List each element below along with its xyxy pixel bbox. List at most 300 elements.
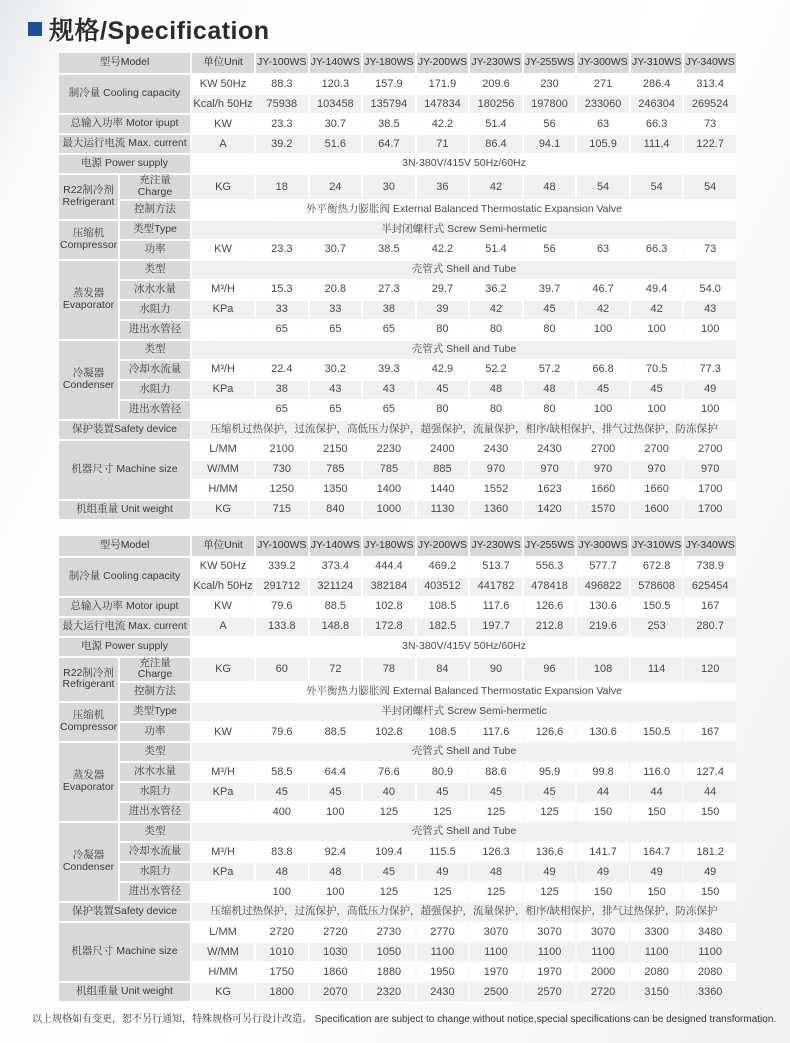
value-cell: 2500 — [470, 983, 522, 1001]
table-row — [59, 221, 736, 239]
sub-label-cell: 类型 — [120, 743, 190, 761]
unit-cell: M³/H — [192, 361, 254, 379]
group-label-cell: 压缩机 Compressor — [59, 703, 118, 741]
value-cell: 970 — [684, 461, 736, 479]
value-cell: 127.4 — [684, 763, 736, 781]
value-cell: 100 — [684, 401, 736, 419]
value-cell: 1570 — [577, 501, 629, 519]
value-cell: 1100 — [417, 943, 469, 961]
value-cell: 150 — [684, 883, 736, 901]
unit-cell: M³/H — [192, 843, 254, 861]
value-cell: 60 — [256, 658, 308, 682]
footer-note: 以上规格如有变更，恕不另行通知，特殊规格可另行设计改造。 Specification are subject to change without notice,special specifications can be designed transformation. — [32, 1014, 777, 1025]
sub-label-cell: 水阻力 — [120, 783, 190, 801]
value-cell: 738.9 — [684, 558, 736, 576]
row-label-cell: 最大运行电流 Max. current — [59, 135, 190, 153]
span-text-cell: 壳管式 Shell and Tube — [192, 823, 736, 841]
value-cell: 80 — [470, 401, 522, 419]
row-label-cell: 总输入功率 Motor ipupt — [59, 598, 190, 616]
value-cell: 469.2 — [417, 558, 469, 576]
value-cell: 44 — [684, 783, 736, 801]
sub-label-cell: 进出水管径 — [120, 803, 190, 821]
value-cell: 96 — [524, 658, 576, 682]
unit-cell: W/MM — [192, 943, 254, 961]
value-cell: 45 — [524, 301, 576, 319]
value-cell: 88.3 — [256, 75, 308, 93]
value-cell: 382184 — [363, 578, 415, 596]
value-cell: 100 — [310, 883, 362, 901]
value-cell: 167 — [684, 723, 736, 741]
model-name-cell: JY-230WS — [470, 53, 522, 73]
unit-cell: KW — [192, 723, 254, 741]
table-row — [59, 923, 736, 941]
page-title: 规格/Specification — [49, 17, 270, 45]
row-label-cell: 总输入功率 Motor ipupt — [59, 115, 190, 133]
unit-cell: H/MM — [192, 481, 254, 499]
value-cell: 49.4 — [631, 281, 683, 299]
value-cell: 45 — [631, 381, 683, 399]
value-cell: 1030 — [310, 943, 362, 961]
value-cell: 970 — [470, 461, 522, 479]
span-text-cell: 3N-380V/415V 50Hz/60Hz — [192, 155, 736, 173]
value-cell: 73 — [684, 241, 736, 259]
value-cell: 2100 — [256, 441, 308, 459]
value-cell: 286.4 — [631, 75, 683, 93]
table-row — [59, 241, 736, 259]
table-row — [59, 983, 736, 1001]
value-cell: 100 — [577, 321, 629, 339]
unit-cell: A — [192, 135, 254, 153]
value-cell: 79.6 — [256, 598, 308, 616]
span-text-cell: 3N-380V/415V 50Hz/60Hz — [192, 638, 736, 656]
value-cell: 49 — [684, 863, 736, 881]
value-cell: 150.5 — [631, 598, 683, 616]
table-row — [59, 281, 736, 299]
value-cell: 52.2 — [470, 361, 522, 379]
unit-cell: KG — [192, 501, 254, 519]
value-cell: 441782 — [470, 578, 522, 596]
value-cell: 2430 — [417, 983, 469, 1001]
value-cell: 44 — [631, 783, 683, 801]
section-title — [0, 0, 790, 51]
table-row — [59, 638, 736, 656]
value-cell: 246304 — [631, 95, 683, 113]
unit-cell: W/MM — [192, 461, 254, 479]
row-label-cell: 电源 Power supply — [59, 638, 190, 656]
unit-cell — [192, 883, 254, 901]
value-cell: 102.8 — [363, 723, 415, 741]
value-cell: 125 — [417, 883, 469, 901]
value-cell: 785 — [363, 461, 415, 479]
value-cell: 3070 — [524, 923, 576, 941]
value-cell: 30.2 — [310, 361, 362, 379]
value-cell: 48 — [524, 175, 576, 199]
value-cell: 197.7 — [470, 618, 522, 636]
value-cell: 27.3 — [363, 281, 415, 299]
table-row — [59, 863, 736, 881]
value-cell: 71 — [417, 135, 469, 153]
table-row — [59, 703, 736, 721]
value-cell: 3360 — [684, 983, 736, 1001]
value-cell: 49 — [631, 863, 683, 881]
table-row — [59, 321, 736, 339]
value-cell: 840 — [310, 501, 362, 519]
value-cell: 233060 — [577, 95, 629, 113]
value-cell: 125 — [524, 883, 576, 901]
value-cell: 88.5 — [310, 598, 362, 616]
value-cell: 39.3 — [363, 361, 415, 379]
model-name-cell: JY-310WS — [631, 536, 683, 556]
value-cell: 2700 — [684, 441, 736, 459]
value-cell: 48 — [470, 381, 522, 399]
value-cell: 66.3 — [631, 241, 683, 259]
value-cell: 115.5 — [417, 843, 469, 861]
unit-cell: M³/H — [192, 281, 254, 299]
value-cell: 42.9 — [417, 361, 469, 379]
value-cell: 80 — [470, 321, 522, 339]
row-label-cell: 最大运行电流 Max. current — [59, 618, 190, 636]
value-cell: 45 — [310, 783, 362, 801]
value-cell: 339.2 — [256, 558, 308, 576]
value-cell: 49 — [684, 381, 736, 399]
model-name-cell: JY-300WS — [577, 536, 629, 556]
value-cell: 1360 — [470, 501, 522, 519]
sub-label-cell: 控制方法 — [120, 683, 190, 701]
value-cell: 625454 — [684, 578, 736, 596]
value-cell: 130.6 — [577, 723, 629, 741]
value-cell: 44 — [577, 783, 629, 801]
value-cell: 1800 — [256, 983, 308, 1001]
value-cell: 970 — [577, 461, 629, 479]
spec-table-1 — [57, 51, 738, 521]
model-name-cell: JY-255WS — [524, 536, 576, 556]
value-cell: 20.8 — [310, 281, 362, 299]
group-label-cell: 蒸发器 Evaporator — [59, 743, 118, 821]
table-row — [59, 135, 736, 153]
value-cell: 1130 — [417, 501, 469, 519]
value-cell: 172.8 — [363, 618, 415, 636]
unit-header-cell: 单位Unit — [192, 536, 254, 556]
value-cell: 90 — [470, 658, 522, 682]
value-cell: 78 — [363, 658, 415, 682]
model-header-cell: 型号Model — [59, 53, 190, 73]
model-name-cell: JY-340WS — [684, 536, 736, 556]
sub-label-cell: 类型 — [120, 823, 190, 841]
value-cell: 1552 — [470, 481, 522, 499]
value-cell: 291712 — [256, 578, 308, 596]
value-cell: 2720 — [577, 983, 629, 1001]
value-cell: 150 — [577, 803, 629, 821]
value-cell: 125 — [363, 803, 415, 821]
value-cell: 126.3 — [470, 843, 522, 861]
value-cell: 1050 — [363, 943, 415, 961]
value-cell: 30.7 — [310, 115, 362, 133]
table-row — [59, 155, 736, 173]
value-cell: 164.7 — [631, 843, 683, 861]
value-cell: 180256 — [470, 95, 522, 113]
value-cell: 102.8 — [363, 598, 415, 616]
value-cell: 48 — [470, 863, 522, 881]
sub-label-cell: 充注量 Charge — [120, 175, 190, 199]
value-cell: 46.7 — [577, 281, 629, 299]
value-cell: 108.5 — [417, 723, 469, 741]
value-cell: 56 — [524, 241, 576, 259]
unit-cell: KPa — [192, 863, 254, 881]
value-cell: 2430 — [470, 441, 522, 459]
value-cell: 150 — [684, 803, 736, 821]
table-row — [59, 201, 736, 219]
value-cell: 133.8 — [256, 618, 308, 636]
value-cell: 125 — [470, 883, 522, 901]
value-cell: 77.3 — [684, 361, 736, 379]
value-cell: 18 — [256, 175, 308, 199]
value-cell: 64.4 — [310, 763, 362, 781]
value-cell: 3480 — [684, 923, 736, 941]
table-row — [59, 421, 736, 439]
value-cell: 209.6 — [470, 75, 522, 93]
value-cell: 80 — [524, 401, 576, 419]
value-cell: 100 — [310, 803, 362, 821]
sub-label-cell: 冰水水量 — [120, 763, 190, 781]
value-cell: 1400 — [363, 481, 415, 499]
value-cell: 1880 — [363, 963, 415, 981]
model-name-cell: JY-100WS — [256, 536, 308, 556]
value-cell: 1600 — [631, 501, 683, 519]
value-cell: 496822 — [577, 578, 629, 596]
model-name-cell: JY-140WS — [310, 536, 362, 556]
value-cell: 38 — [256, 381, 308, 399]
value-cell: 24 — [310, 175, 362, 199]
model-name-cell: JY-180WS — [363, 536, 415, 556]
value-cell: 1100 — [684, 943, 736, 961]
value-cell: 403512 — [417, 578, 469, 596]
value-cell: 117.6 — [470, 723, 522, 741]
value-cell: 2430 — [524, 441, 576, 459]
unit-cell: KW 50Hz — [192, 75, 254, 93]
value-cell: 57.2 — [524, 361, 576, 379]
value-cell: 125 — [470, 803, 522, 821]
value-cell: 38.5 — [363, 115, 415, 133]
value-cell: 2230 — [363, 441, 415, 459]
unit-cell: KG — [192, 658, 254, 682]
sub-label-cell: 类型Type — [120, 703, 190, 721]
group-label-cell: R22制冷剂 Refrigerant — [59, 658, 118, 702]
value-cell: 150 — [631, 883, 683, 901]
value-cell: 80 — [417, 401, 469, 419]
row-label-cell: 保护装置Safety device — [59, 903, 190, 921]
value-cell: 66.3 — [631, 115, 683, 133]
value-cell: 1970 — [470, 963, 522, 981]
group-label-cell: 机器尺寸 Machine size — [59, 923, 190, 981]
value-cell: 578608 — [631, 578, 683, 596]
group-label-cell: 蒸发器 Evaporator — [59, 261, 118, 339]
unit-cell: Kcal/h 50Hz — [192, 95, 254, 113]
value-cell: 111.4 — [631, 135, 683, 153]
value-cell: 147834 — [417, 95, 469, 113]
value-cell: 1100 — [631, 943, 683, 961]
model-name-cell: JY-300WS — [577, 53, 629, 73]
value-cell: 36.2 — [470, 281, 522, 299]
value-cell: 122.7 — [684, 135, 736, 153]
value-cell: 1100 — [524, 943, 576, 961]
value-cell: 150 — [631, 803, 683, 821]
group-label-cell: R22制冷剂 Refrigerant — [59, 175, 118, 219]
unit-cell: KPa — [192, 783, 254, 801]
value-cell: 3070 — [577, 923, 629, 941]
value-cell: 2080 — [631, 963, 683, 981]
value-cell: 80 — [524, 321, 576, 339]
value-cell: 88.5 — [310, 723, 362, 741]
value-cell: 48 — [310, 863, 362, 881]
table-row — [59, 843, 736, 861]
value-cell: 54 — [631, 175, 683, 199]
table-row — [59, 723, 736, 741]
value-cell: 54 — [577, 175, 629, 199]
value-cell: 444.4 — [363, 558, 415, 576]
value-cell: 715 — [256, 501, 308, 519]
unit-cell: KG — [192, 983, 254, 1001]
value-cell: 2700 — [631, 441, 683, 459]
value-cell: 3070 — [470, 923, 522, 941]
value-cell: 73 — [684, 115, 736, 133]
value-cell: 22.4 — [256, 361, 308, 379]
value-cell: 2070 — [310, 983, 362, 1001]
value-cell: 70.5 — [631, 361, 683, 379]
value-cell: 39.2 — [256, 135, 308, 153]
table-row — [59, 903, 736, 921]
row-label-cell: 机组重量 Unit weight — [59, 501, 190, 519]
value-cell: 126.6 — [524, 723, 576, 741]
group-label-cell: 冷凝器 Condenser — [59, 341, 118, 419]
model-name-cell: JY-140WS — [310, 53, 362, 73]
value-cell: 63 — [577, 241, 629, 259]
value-cell: 2000 — [577, 963, 629, 981]
value-cell: 23.3 — [256, 241, 308, 259]
value-cell: 54.0 — [684, 281, 736, 299]
sub-label-cell: 冷却水流量 — [120, 361, 190, 379]
value-cell: 126.6 — [524, 598, 576, 616]
value-cell: 100 — [256, 883, 308, 901]
value-cell: 117.6 — [470, 598, 522, 616]
span-text-cell: 壳管式 Shell and Tube — [192, 261, 736, 279]
value-cell: 577.7 — [577, 558, 629, 576]
sub-label-cell: 类型 — [120, 341, 190, 359]
span-text-cell: 压缩机过热保护，过流保护，高低压力保护，超强保护，流量保护，相序/缺相保护，排气过热保护，防冻保护 — [192, 903, 736, 921]
value-cell: 39.7 — [524, 281, 576, 299]
value-cell: 49 — [524, 863, 576, 881]
value-cell: 103458 — [310, 95, 362, 113]
blue-square-bullet-icon — [28, 22, 42, 36]
value-cell: 45 — [417, 381, 469, 399]
value-cell: 116.0 — [631, 763, 683, 781]
value-cell: 230 — [524, 75, 576, 93]
table-row — [59, 558, 736, 576]
value-cell: 64.7 — [363, 135, 415, 153]
value-cell: 271 — [577, 75, 629, 93]
value-cell: 65 — [256, 321, 308, 339]
value-cell: 171.9 — [417, 75, 469, 93]
value-cell: 84 — [417, 658, 469, 682]
table-row — [59, 401, 736, 419]
value-cell: 42.2 — [417, 115, 469, 133]
value-cell: 42 — [470, 301, 522, 319]
value-cell: 253 — [631, 618, 683, 636]
value-cell: 30.7 — [310, 241, 362, 259]
value-cell: 1100 — [577, 943, 629, 961]
value-cell: 3300 — [631, 923, 683, 941]
value-cell: 92.4 — [310, 843, 362, 861]
value-cell: 730 — [256, 461, 308, 479]
value-cell: 373.4 — [310, 558, 362, 576]
unit-cell: L/MM — [192, 923, 254, 941]
value-cell: 15.3 — [256, 281, 308, 299]
value-cell: 33 — [310, 301, 362, 319]
value-cell: 114 — [631, 658, 683, 682]
value-cell: 94.1 — [524, 135, 576, 153]
value-cell: 49 — [577, 863, 629, 881]
value-cell: 100 — [631, 401, 683, 419]
value-cell: 1623 — [524, 481, 576, 499]
value-cell: 478418 — [524, 578, 576, 596]
unit-cell: L/MM — [192, 441, 254, 459]
value-cell: 1970 — [524, 963, 576, 981]
value-cell: 43 — [363, 381, 415, 399]
value-cell: 1950 — [417, 963, 469, 981]
value-cell: 79.6 — [256, 723, 308, 741]
sub-label-cell: 进出水管径 — [120, 883, 190, 901]
value-cell: 40 — [363, 783, 415, 801]
value-cell: 30 — [363, 175, 415, 199]
table-row — [59, 803, 736, 821]
value-cell: 135794 — [363, 95, 415, 113]
sub-label-cell: 水阻力 — [120, 301, 190, 319]
value-cell: 42 — [470, 175, 522, 199]
value-cell: 45 — [417, 783, 469, 801]
span-text-cell: 半封闭螺杆式 Screw Semi-hermetic — [192, 703, 736, 721]
value-cell: 48 — [524, 381, 576, 399]
group-label-cell: 机器尺寸 Machine size — [59, 441, 190, 499]
model-name-cell: JY-180WS — [363, 53, 415, 73]
unit-cell — [192, 321, 254, 339]
unit-header-cell: 单位Unit — [192, 53, 254, 73]
value-cell: 280.7 — [684, 618, 736, 636]
value-cell: 2770 — [417, 923, 469, 941]
table-header-row — [59, 53, 736, 73]
value-cell: 970 — [524, 461, 576, 479]
value-cell: 2320 — [363, 983, 415, 1001]
value-cell: 95.9 — [524, 763, 576, 781]
value-cell: 75938 — [256, 95, 308, 113]
table-row — [59, 261, 736, 279]
table-row — [59, 175, 736, 199]
table-row — [59, 743, 736, 761]
value-cell: 970 — [631, 461, 683, 479]
value-cell: 1660 — [577, 481, 629, 499]
spec-table-2 — [57, 534, 738, 1004]
value-cell: 51.6 — [310, 135, 362, 153]
model-header-cell: 型号Model — [59, 536, 190, 556]
table-row — [59, 341, 736, 359]
table-row — [59, 823, 736, 841]
value-cell: 42 — [631, 301, 683, 319]
value-cell: 2720 — [256, 923, 308, 941]
value-cell: 212.8 — [524, 618, 576, 636]
value-cell: 1750 — [256, 963, 308, 981]
value-cell: 321124 — [310, 578, 362, 596]
value-cell: 42.2 — [417, 241, 469, 259]
group-label-cell: 冷凝器 Condenser — [59, 823, 118, 901]
value-cell: 1660 — [631, 481, 683, 499]
